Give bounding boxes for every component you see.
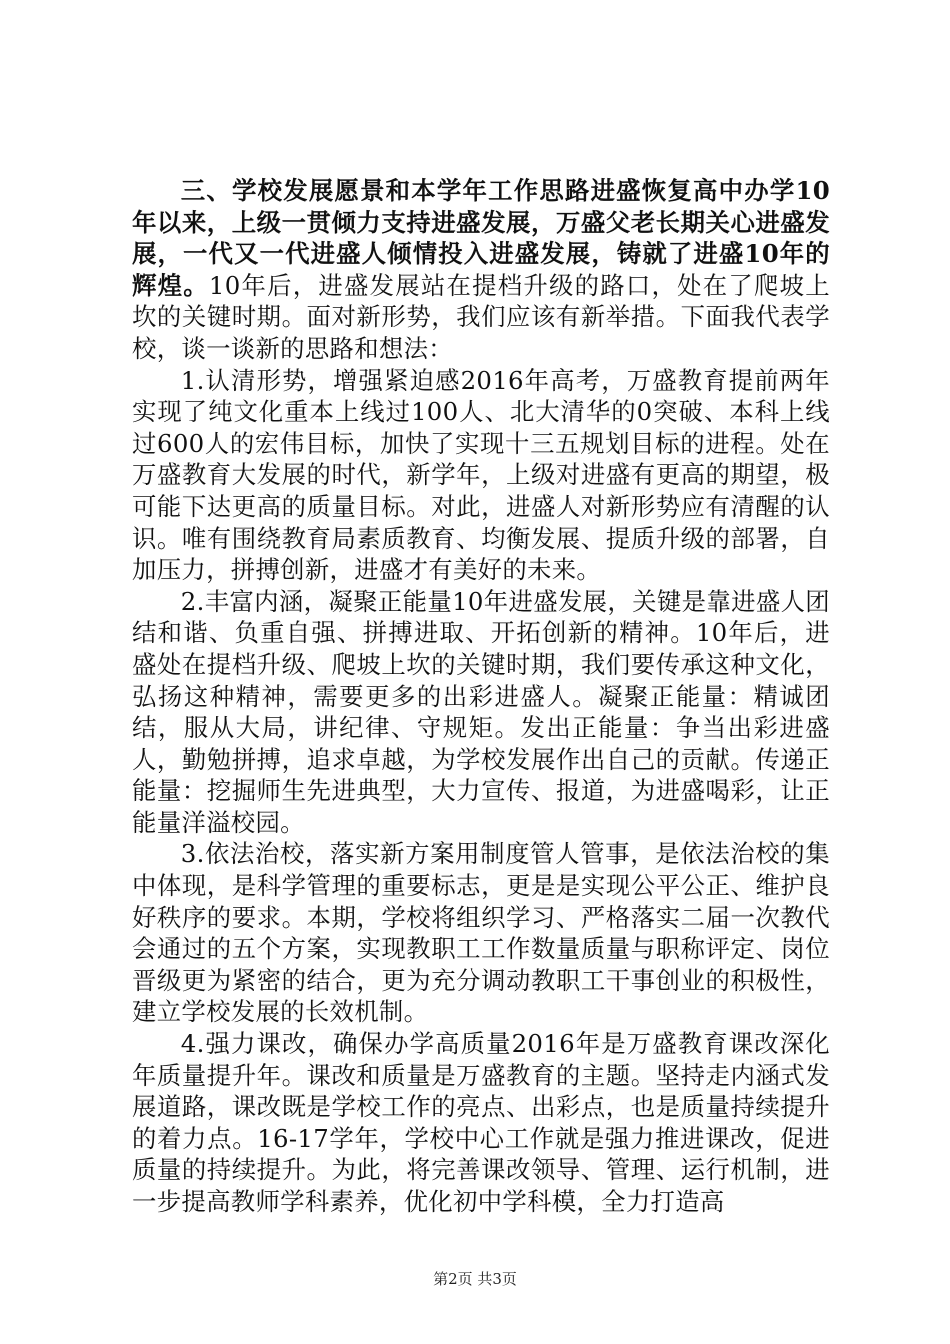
paragraph-item-4 (132, 1028, 830, 1218)
paragraph-text: 4.强力课改，确保办学高质量2016年是万盛教育课改深化年质量提升年。课改和质量是万盛教育的主题。坚持走内涵式发展道路，课改既是学校工作的亮点、出彩点，也是质量持续提升的着力点。16-17学年，学校中心工作就是强力推进课改，促进质量的持续提升。为此，将完善课改领导、管理、运行机制，进一步提高教师学科素养，优化初中学科模，全力打造高 (132, 1029, 830, 1216)
paragraph-item-2 (132, 586, 830, 839)
document-body (132, 175, 830, 1218)
paragraph-item-3 (132, 838, 830, 1028)
page-footer: 第2页 共3页 (433, 1270, 517, 1288)
paragraph-text: 1.认清形势，增强紧迫感2016年高考，万盛教育提前两年实现了纯文化重本上线过100人、北大清华的0突破、本科上线过600人的宏伟目标，加快了实现十三五规划目标的进程。处在万盛教育大发展的时代，新学年，上级对进盛有更高的期望，极可能下达更高的质量目标。对此，进盛人对新形势应有清醒的认识。唯有围绕教育局素质教育、均衡发展、提质升级的部署，自加压力，拼搏创新，进盛才有美好的未来。 (132, 365, 830, 585)
paragraph-lead-heading: 三、学校发展愿景和本学年工作思路进盛恢复高中办学10年以来，上级一贯倾力支持进盛发展，万盛父老长期关心进盛发展，一代又一代进盛人倾情投入进盛发展，铸就了进盛10年的辉煌。 (132, 176, 830, 300)
paragraph-vision (132, 175, 830, 365)
paragraph-text: 3.依法治校，落实新方案用制度管人管事，是依法治校的集中体现，是科学管理的重要标志，更是是实现公平公正、维护良好秩序的要求。本期，学校将组织学习、严格落实二届一次教代会通过的五个方案，实现教职工工作数量质量与职称评定、岗位晋级更为紧密的结合，更为充分调动教职工干事创业的积极性，建立学校发展的长效机制。 (132, 839, 830, 1027)
paragraph-item-1 (132, 365, 830, 586)
paragraph-text: 2.丰富内涵，凝聚正能量10年进盛发展，关键是靠进盛人团结和谐、负重自强、拼搏进取、开拓创新的精神。10年后，进盛处在提档升级、爬坡上坎的关键时期，我们要传承这种文化，弘扬这种精神，需要更多的出彩进盛人。凝聚正能量：精诚团结，服从大局，讲纪律、守规矩。发出正能量：争当出彩进盛人，勤勉拼搏，追求卓越，为学校发展作出自己的贡献。传递正能量：挖掘师生先进典型，大力宣传、报道，为进盛喝彩，让正能量洋溢校园。 (132, 586, 830, 837)
paragraph-text: 10年后，进盛发展站在提档升级的路口，处在了爬坡上坎的关键时期。面对新形势，我们应该有新举措。下面我代表学校，谈一谈新的思路和想法： (132, 270, 830, 363)
